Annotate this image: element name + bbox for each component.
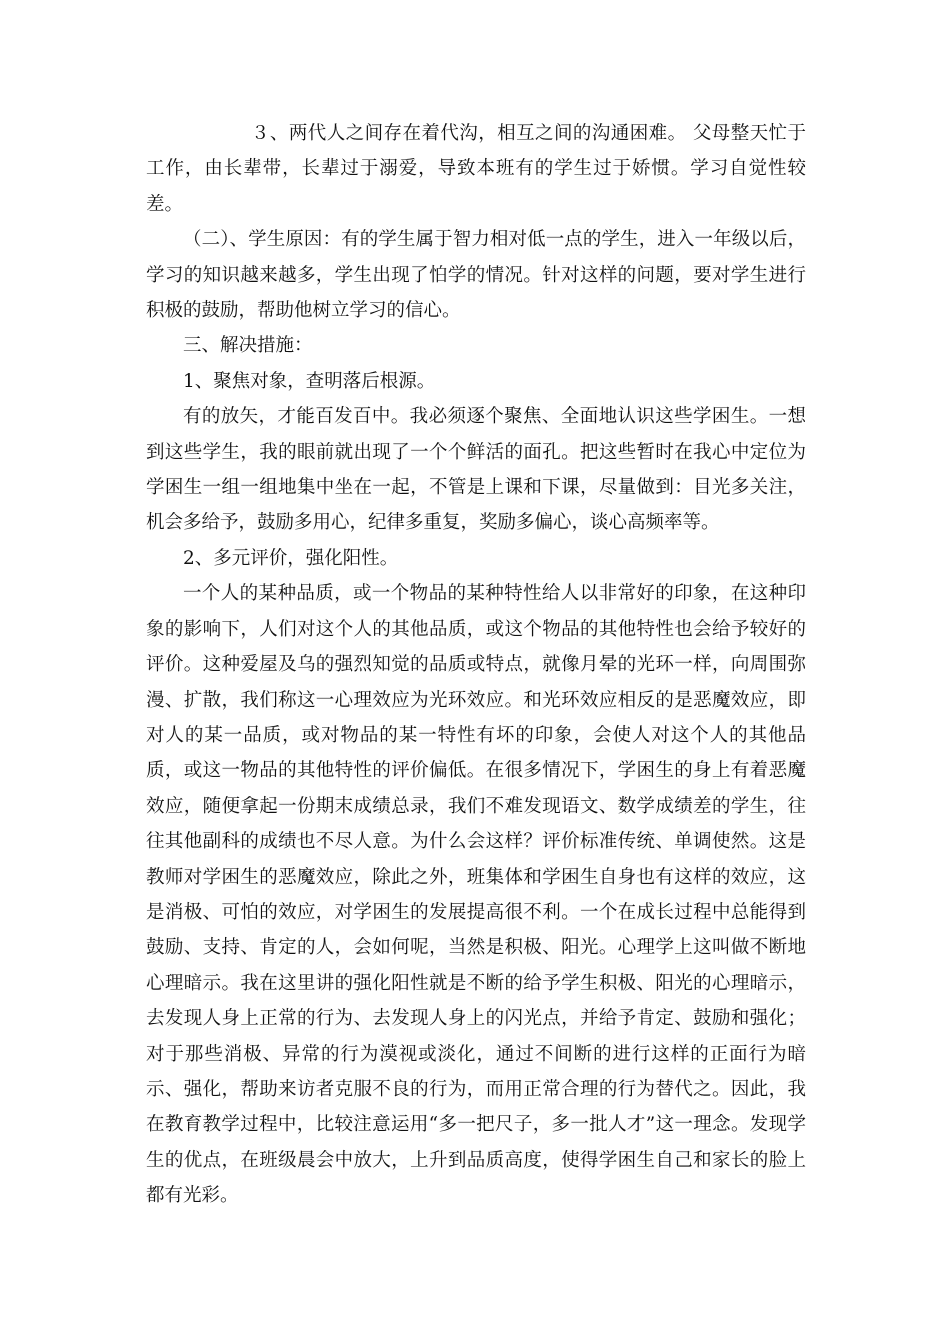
paragraph-student-causes: （二）、学生原因：有的学生属于智力相对低一点的学生，进入一年级以后，学习的知识越来越多，学生出现了怕学的情况。针对这样的问题，要对学生进行积极的鼓励，帮助他树立学习的信心。 bbox=[146, 229, 806, 322]
subheading-multiple-evaluation: 2、多元评价，强化阳性。 bbox=[183, 547, 399, 569]
paragraph-halo-effect: 一个人的某种品质，或一个物品的某种特性给人以非常好的印象，在这种印象的影响下，人们对这个人的其他品质，或这个物品的其他特性也会给予较好的评价。这种爱屋及乌的强烈知觉的品质或特点，就像月晕的光环一样，向周围弥漫、扩散，我们称这一心理效应为光环效应。和光环效应相反的是恶魔效应，即对人的某一品质，或对物品的某一特性有坏的印象，会使人对这个人的其他品质，或这一物品的其他特性的评价偏低。在很多情况下，学困生的身上有着恶魔效应，随便拿起一份期末成绩总录，我们不难发现语文、数学成绩差的学生，往往其他副科的成绩也不尽人意。为什么会这样？评价标准传统、单调使然。这是教师对学困生的恶魔效应，除此之外，班集体和学困生自身也有这样的效应，这是消极、可怕的效应，对学困生的发展提高很不利。一个在成长过程中总能得到鼓励、支持、肯定的人，会如何呢，当然是积极、阳光。心理学上这叫做不断地心理暗示。我在这里讲的强化阳性就是不断的给予学生积极、阳光的心理暗示，去发现人身上正常的行为、去发现人身上的闪光点，并给予肯定、鼓励和强化；对于那些消极、异常的行为漠视或淡化，通过不间断的进行这样的正面行为暗示、强化，帮助来访者克服不良的行为，而用正常合理的行为替代之。因此，我在教育教学过程中，比较注意运用“多一把尺子，多一批人才”这一理念。发现学生的优点，在班级晨会中放大，上升到品质高度，使得学困生自己和家长的脸上都有光彩。 bbox=[146, 583, 806, 1207]
paragraph-focus-targets: 有的放矢，才能百发百中。我必须逐个聚焦、全面地认识这些学困生。一想到这些学生，我的眼前就出现了一个个鲜活的面孔。把这些暂时在我心中定位为学困生一组一组地集中坐在一起，不管是上课和下课，尽量做到：目光多关注，机会多给予，鼓励多用心，纪律多重复，奖励多偏心，谈心高频率等。 bbox=[146, 406, 806, 534]
subheading-focus-targets: 1、聚焦对象，查明落后根源。 bbox=[183, 370, 436, 392]
section-heading-solutions: 三、解决措施： bbox=[183, 335, 313, 357]
document-body bbox=[146, 116, 806, 1214]
paragraph-generation-gap: ３、两代人之间存在着代沟，相互之间的沟通困难。 父母整天忙于工作，由长辈带，长辈过于溺爱，导致本班有的学生过于娇惯。学习自觉性较差。 bbox=[146, 123, 806, 215]
